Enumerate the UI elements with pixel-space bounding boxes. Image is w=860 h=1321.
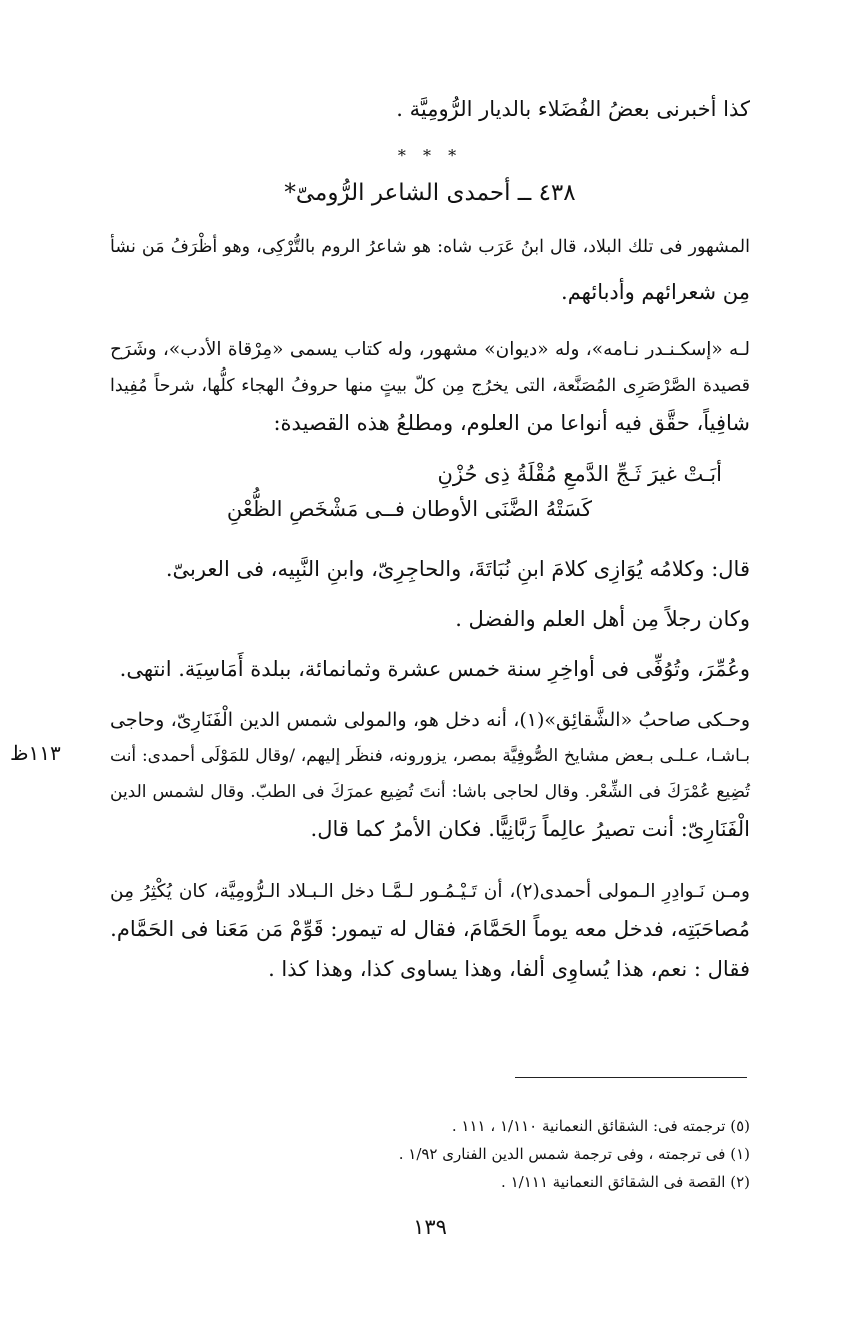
footnote-1: (١) فى ترجمته ، وفى ترجمة شمس الدين الفنارى ١/٩٢ .: [398, 1145, 750, 1163]
paragraph-8: فقال : نعم، هذا يُساوِى ألفا، وهذا يساوى كذا، وهذا كذا .: [268, 957, 750, 981]
paragraph-6-line-1: وحـكى صاحبُ «الشَّقائِق»(١)، أنه دخل هو، والمولى شمس الدين الْفَنَارِىّ، وحاجى: [110, 709, 750, 731]
paragraph-3: قال: وكلامُه يُوَازِى كلامَ ابنِ نُبَاتَةَ، والحاجِرِىّ، وابنِ النَّبِيه، فى العربىّ.: [165, 557, 750, 581]
verse-second-hemistich: كَسَتْهُ الضَّنَى الأوطان فــى مَشْخَصِ الظُّعْنِ: [226, 497, 592, 521]
opening-line: كذا أخبرنى بعضُ الفُضَلاء بالديار الرُّومِيَّة .: [396, 97, 750, 121]
verse-first-hemistich: أبَـتْ غيرَ ثَـجِّ الدَّمعِ مُقْلَةُ ذِى حُزْنِ: [437, 462, 722, 486]
paragraph-2-line-3: شافِياً، حقَّق فيه أنواعا من العلوم، ومطلعُ هذه القصيدة:: [273, 411, 750, 435]
paragraph-2-line-2: قصيدة الصَّرْصَرِى المُصَنَّعة، التى يخرُج مِن كلّ بيتٍ منها حروفُ الهجاء كلُّها، شرحاً مُفِيدا: [110, 376, 750, 396]
paragraph-6-line-2: بـاشـا، عـلـى بـعض مشايخ الصُّوفِيَّة بمصر، يزورونه، فنظَر إليهم، /وقال للمَوْلَى أحمدى: أنت: [110, 746, 750, 766]
paragraph-6-line-3: تُضِيع عُمْرَكَ فى الشِّعْر. وقال لحاجى باشا: أنتَ تُضِيع عمرَكَ فى الطبّ. وقال لشمس الدين: [110, 782, 750, 802]
footnote-rule: [515, 1077, 747, 1078]
paragraph-1-line-1: المشهور فى تلك البلاد، قال ابنُ عَرَب شاه: هو شاعرُ الروم بالتُّرْكِى، وهو أظْرَفُ مَن نشأ: [110, 237, 750, 257]
footnote-2: (٢) القصة فى الشقائق النعمانية ١/١١١ .: [501, 1173, 750, 1191]
page-number: ١٣٩: [413, 1215, 447, 1239]
paragraph-7-line-1: ومـن نَـوادِرِ الـمولى أحمدى(٢)، أن تَـيْـمُـور لـمَّـا دخل الـبـلاد الـرُّومِيَّة، كان يُكْثِرُ مِن: [110, 881, 750, 902]
paragraph-7-line-2: مُصاحَبَتِه، فدخل معه يوماً الحَمَّامَ، فقال له تيمور: قَوِّمْ مَن مَعَنا فى الحَمَّام.: [110, 917, 750, 941]
section-separator: * * *: [397, 146, 463, 165]
footnote-entry: (٥) ترجمته فى: الشقائق النعمانية ١/١١٠ ، ١١١ .: [451, 1117, 750, 1135]
entry-heading: ٤٣٨ ــ أحمدى الشاعر الرُّومىّ*: [284, 180, 576, 206]
paragraph-2-line-1: لـه «إسكـنـدر نـامه»، وله «ديوان» مشهور، وله كتاب يسمى «مِرْقاة الأدب»، وشَرَح: [110, 339, 750, 360]
paragraph-1-line-2: مِن شعرائهم وأدبائهم.: [561, 280, 750, 304]
paragraph-5: وعُمِّرَ، وتُوُفِّى فى أواخِرِ سنة خمس عشرة وثمانمائة، ببلدة أَمَاسِيَة. انتهى.: [119, 657, 750, 681]
paragraph-4: وكان رجلاً مِن أهل العلم والفضل .: [455, 607, 750, 631]
paragraph-6-line-4: الْفَنَارِىّ: أنت تصيرُ عالِماً رَبَّانِيًّا. فكان الأمرُ كما قال.: [310, 817, 750, 841]
manuscript-folio-marker: ١١٣ظ: [10, 741, 61, 765]
